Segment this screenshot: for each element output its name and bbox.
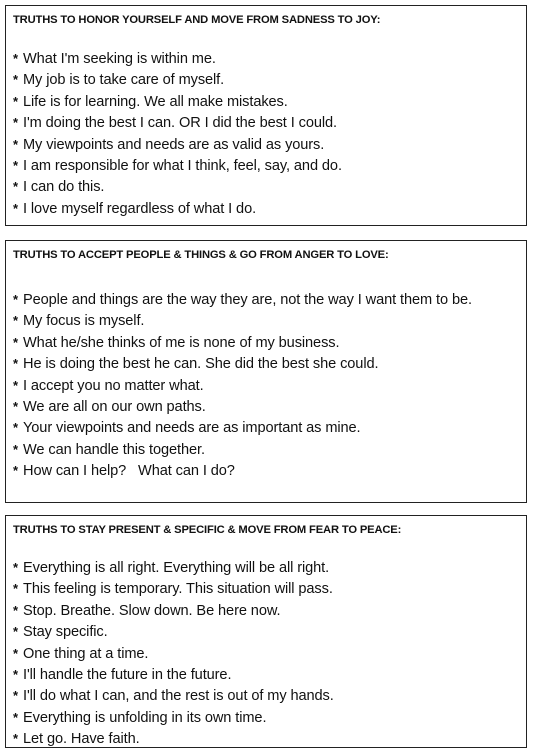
list-item (13, 135, 342, 156)
item-text: What I'm seeking is within me. (23, 51, 216, 67)
item-text: I accept you no matter what. (23, 377, 204, 394)
list-item (13, 558, 334, 579)
item-text: I am responsible for what I think, feel, say, and do. (23, 157, 342, 174)
section-title: TRUTHS TO STAY PRESENT & SPECIFIC & MOVE FROM FEAR TO PEACE: (13, 524, 402, 536)
item-text: What he/she thinks of me is none of my business. (23, 334, 340, 351)
bullet-icon: * (13, 51, 18, 66)
section-fear-to-peace (5, 515, 527, 748)
item-text: I can do this. (23, 179, 105, 196)
bullet-icon: * (13, 731, 18, 747)
list-item (13, 376, 472, 397)
bullet-icon: * (13, 292, 18, 307)
list-item (13, 333, 472, 354)
list-item (13, 354, 472, 375)
section-title: TRUTHS TO HONOR YOURSELF AND MOVE FROM SADNESS TO JOY: (13, 14, 381, 26)
item-text: Your viewpoints and needs are as important as mine. (23, 420, 361, 437)
list-item (13, 311, 472, 332)
bullet-icon: * (13, 420, 18, 436)
item-text: Stay specific. (23, 624, 108, 641)
item-text: Life is for learning. We all make mistakes. (23, 93, 288, 110)
list-item (13, 708, 334, 729)
bullet-icon: * (13, 624, 18, 640)
item-text: I'm doing the best I can. OR I did the best I could. (23, 115, 337, 132)
list-item (13, 92, 342, 113)
item-text: How can I help? What can I do? (23, 463, 235, 480)
bullet-icon: * (13, 334, 18, 350)
bullet-icon: * (13, 377, 18, 393)
bullet-icon: * (13, 115, 18, 131)
bullet-icon: * (13, 463, 18, 479)
list-item (13, 199, 342, 220)
list-item (13, 177, 342, 198)
item-text: We can handle this together. (23, 441, 205, 458)
list-item (13, 644, 334, 665)
bullet-icon: * (13, 398, 18, 414)
item-text: People and things are the way they are, not the way I want them to be. (23, 292, 472, 308)
list-item (13, 440, 472, 461)
list-item (13, 418, 472, 439)
bullet-icon: * (13, 179, 18, 195)
item-text: Everything is unfolding in its own time. (23, 709, 267, 726)
section-sadness-to-joy (5, 5, 527, 226)
bullet-icon: * (13, 560, 18, 575)
bullet-icon: * (13, 441, 18, 457)
item-text: My viewpoints and needs are as valid as yours. (23, 136, 325, 153)
list-item (13, 113, 342, 134)
bullet-icon: * (13, 313, 18, 329)
item-text: Let go. Have faith. (23, 731, 140, 748)
list-item (13, 49, 342, 70)
item-text: I love myself regardless of what I do. (23, 200, 257, 217)
item-text: I'll handle the future in the future. (23, 666, 232, 683)
bullet-icon: * (13, 93, 18, 109)
list-item (13, 290, 472, 311)
item-text: Stop. Breathe. Slow down. Be here now. (23, 602, 281, 619)
bullet-icon: * (13, 356, 18, 372)
list-item (13, 579, 334, 600)
item-text: Everything is all right. Everything will be all right. (23, 560, 330, 576)
bullet-icon: * (13, 136, 18, 152)
bullet-icon: * (13, 645, 18, 661)
list-item (13, 665, 334, 686)
item-text: My focus is myself. (23, 313, 145, 330)
truths-list (13, 558, 334, 751)
item-text: My job is to take care of myself. (23, 72, 225, 89)
section-anger-to-love (5, 240, 527, 503)
list-item (13, 729, 334, 750)
list-item (13, 686, 334, 707)
bullet-icon: * (13, 666, 18, 682)
item-text: He is doing the best he can. She did the best she could. (23, 356, 379, 373)
item-text: This feeling is temporary. This situation will pass. (23, 581, 333, 598)
bullet-icon: * (13, 72, 18, 88)
list-item (13, 156, 342, 177)
list-item (13, 601, 334, 622)
bullet-icon: * (13, 688, 18, 704)
list-item (13, 70, 342, 91)
section-title: TRUTHS TO ACCEPT PEOPLE & THINGS & GO FROM ANGER TO LOVE: (13, 249, 389, 261)
item-text: One thing at a time. (23, 645, 149, 662)
list-item (13, 461, 472, 482)
bullet-icon: * (13, 581, 18, 597)
item-text: We are all on our own paths. (23, 398, 206, 415)
bullet-icon: * (13, 157, 18, 173)
truths-list (13, 49, 342, 220)
list-item (13, 397, 472, 418)
truths-list (13, 290, 472, 483)
bullet-icon: * (13, 709, 18, 725)
item-text: I'll do what I can, and the rest is out of my hands. (23, 688, 334, 705)
list-item (13, 622, 334, 643)
bullet-icon: * (13, 602, 18, 618)
bullet-icon: * (13, 200, 18, 216)
